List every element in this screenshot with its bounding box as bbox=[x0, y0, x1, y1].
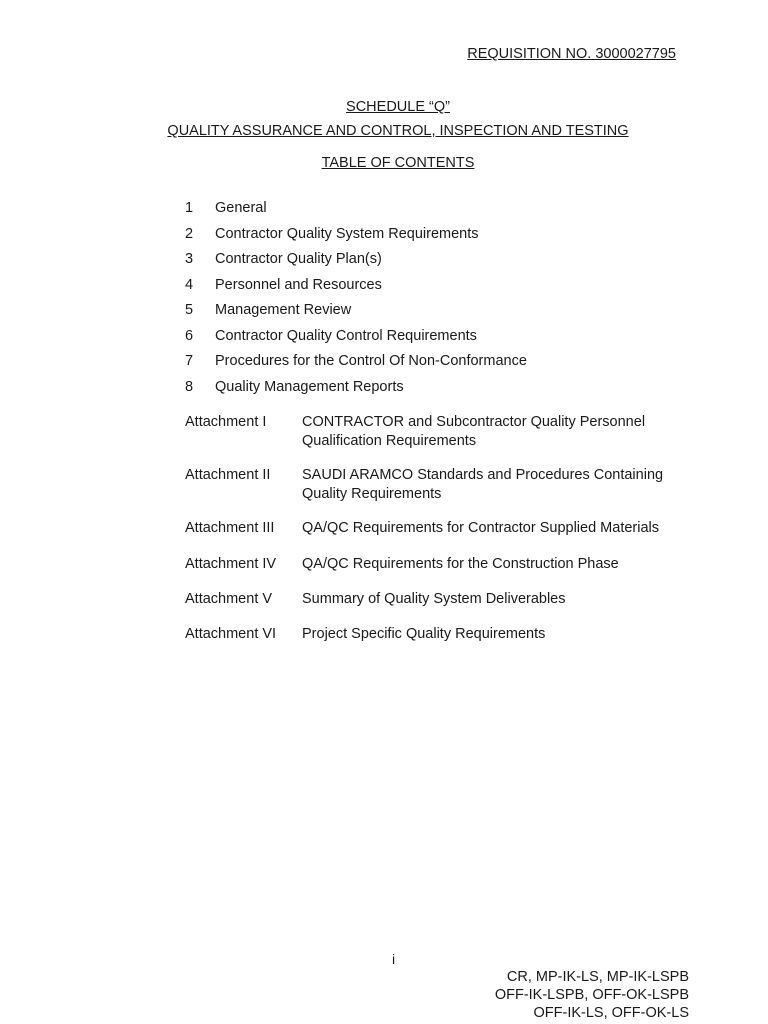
attachment-label: Attachment I bbox=[185, 414, 267, 430]
footer-line: CR, MP-IK-LS, MP-IK-LSPB bbox=[506, 969, 689, 985]
toc-list bbox=[185, 199, 527, 403]
toc-item-number: 8 bbox=[185, 378, 194, 395]
attachment-label: Attachment VI bbox=[185, 626, 277, 642]
requisition-number: REQUISITION NO. 3000027795 bbox=[467, 46, 676, 62]
toc-item-title: Contractor Quality Control Requirements bbox=[215, 327, 477, 344]
toc-item-number: 6 bbox=[185, 327, 194, 344]
attachment-label: Attachment V bbox=[185, 591, 273, 607]
toc-item-title: General bbox=[215, 200, 267, 216]
attachment-row bbox=[185, 519, 685, 555]
attachment-row bbox=[185, 625, 685, 645]
toc-item-number: 1 bbox=[185, 200, 194, 216]
attachment-label: Attachment IV bbox=[185, 556, 277, 572]
toc-item bbox=[185, 352, 527, 378]
attachment-row bbox=[185, 555, 685, 590]
attachment-description: SAUDI ARAMCO Standards and Procedures Containing Quality Requirements bbox=[302, 467, 664, 502]
attachment-row bbox=[185, 413, 685, 466]
toc-item bbox=[185, 225, 527, 251]
toc-item bbox=[185, 250, 527, 276]
page-number: i bbox=[392, 951, 396, 967]
attachment-label: Attachment II bbox=[185, 467, 271, 483]
footer-line: OFF-IK-LS, OFF-OK-LS bbox=[533, 1005, 689, 1021]
attachment-description: CONTRACTOR and Subcontractor Quality Personnel Qualification Requirements bbox=[302, 414, 646, 449]
attachment-label: Attachment III bbox=[185, 520, 275, 536]
toc-item-title: Management Review bbox=[215, 302, 352, 318]
footer-line: OFF-IK-LSPB, OFF-OK-LSPB bbox=[494, 987, 689, 1003]
footer-codes bbox=[495, 968, 689, 1022]
schedule-title: SCHEDULE “Q” bbox=[346, 99, 450, 115]
attachment-row bbox=[185, 590, 685, 625]
toc-item-title: Procedures for the Control Of Non-Conformance bbox=[215, 353, 527, 369]
toc-item-title: Contractor Quality Plan(s) bbox=[215, 251, 382, 267]
attachment-row bbox=[185, 466, 685, 519]
toc-item-number: 2 bbox=[185, 225, 194, 242]
toc-item bbox=[185, 378, 527, 404]
toc-item-number: 4 bbox=[185, 276, 194, 293]
toc-item bbox=[185, 301, 527, 327]
toc-item bbox=[185, 199, 527, 225]
attachments-list bbox=[185, 413, 685, 645]
toc-item-title: Personnel and Resources bbox=[215, 276, 382, 293]
attachment-description: QA/QC Requirements for the Construction Phase bbox=[302, 556, 619, 572]
toc-item-number: 7 bbox=[185, 353, 194, 369]
attachment-description: Summary of Quality System Deliverables bbox=[302, 591, 566, 607]
toc-item-title: Contractor Quality System Requirements bbox=[215, 225, 479, 242]
toc-item bbox=[185, 327, 527, 353]
toc-item bbox=[185, 276, 527, 302]
attachment-description: Project Specific Quality Requirements bbox=[302, 626, 546, 642]
toc-item-number: 5 bbox=[185, 302, 194, 318]
table-of-contents-heading: TABLE OF CONTENTS bbox=[321, 155, 475, 171]
attachment-description: QA/QC Requirements for Contractor Supplied Materials bbox=[302, 520, 660, 536]
toc-item-title: Quality Management Reports bbox=[215, 378, 404, 395]
document-subject-title: QUALITY ASSURANCE AND CONTROL, INSPECTION AND TESTING bbox=[167, 123, 629, 139]
toc-item-number: 3 bbox=[185, 251, 194, 267]
